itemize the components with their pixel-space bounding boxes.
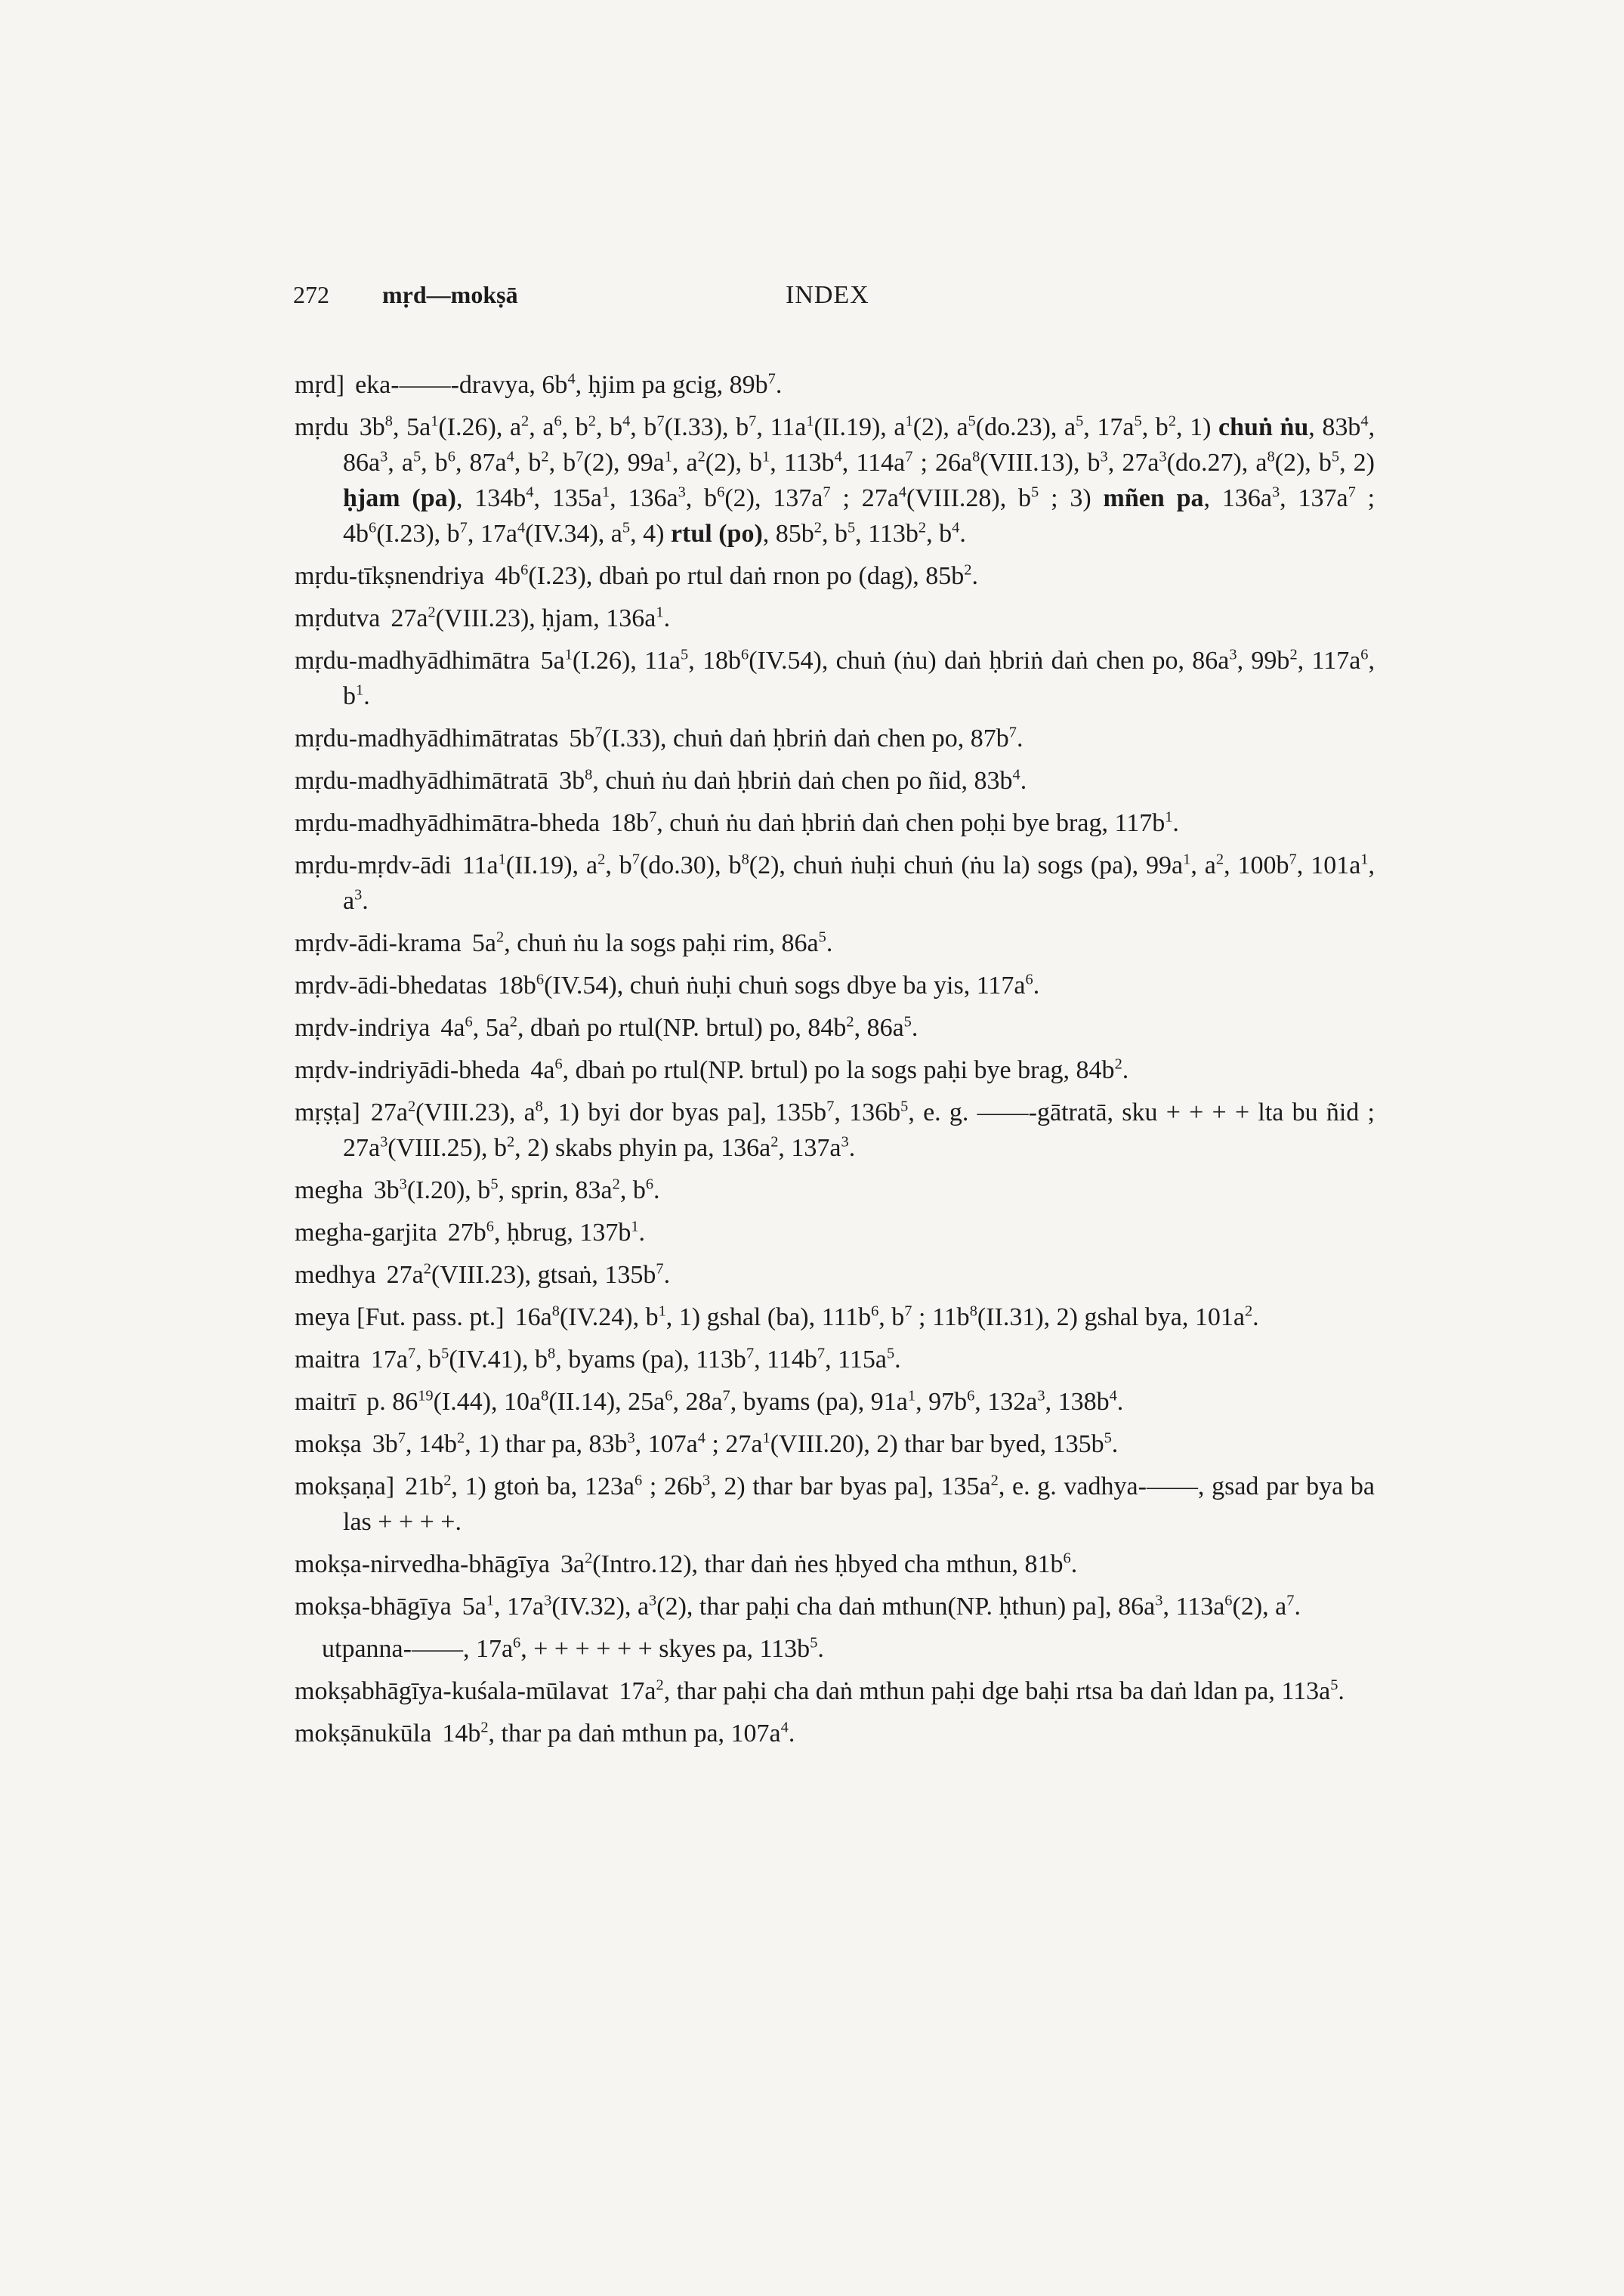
- entry-headword: mṛṣṭa]: [295, 1099, 360, 1126]
- entry-text: $4a^6$, dbaṅ po rtul(NP. brtul) po la sogs paḥi bye brag, $84b^2$.: [530, 1055, 1129, 1084]
- index-entry: [295, 763, 1375, 799]
- entry-range: mṛd—mokṣā: [382, 281, 518, 308]
- page-title: INDEX: [786, 281, 869, 309]
- entry-text: $27a^2(VIII.23)$, gtsaṅ, $135b^7$.: [386, 1260, 671, 1289]
- index-entry: [295, 926, 1375, 961]
- index-entries: [295, 367, 1375, 1758]
- entry-text: $3b^7$, $14b^2$, 1) thar pa, $83b^3$, $107a^4$ ; $27a^1(VIII.20)$, 2) thar bar byed, $135b^5$.: [372, 1429, 1119, 1458]
- index-entry: [295, 1384, 1375, 1420]
- entry-text: $17a^2$, thar paḥi cha daṅ mthun paḥi dge baḥi rtsa ba daṅ ldan pa, $113a^5$.: [619, 1676, 1345, 1705]
- entry-text: , $134b^4$, $135a^1$, $136a^3$, $b^6(2)$, $137a^7$ ; $27a^4(VIII.28)$, $b^5$ ; 3): [455, 484, 1104, 512]
- entry-headword: meya [Fut. pass. pt.]: [295, 1303, 505, 1331]
- entry-headword: mṛdu-tīkṣnendriya: [295, 562, 485, 590]
- entry-text: $16a^8(IV.24)$, $b^1$, 1) gshal (ba), $111b^6$, $b^7$ ; $11b^8(II.31)$, 2) gshal bya, $101a^2$.: [514, 1303, 1259, 1331]
- index-entry: [295, 1257, 1375, 1293]
- entry-headword: maitra: [295, 1346, 360, 1374]
- entry-headword: mṛdu: [295, 413, 349, 441]
- entry-headword: mokṣa-bhāgīya: [295, 1593, 452, 1621]
- entry-text: $5b^7(I.33)$, chuṅ daṅ ḥbriṅ daṅ chen po, $87b^7$.: [569, 724, 1023, 752]
- entry-tibetan-bold: ḥjam (pa): [343, 484, 456, 512]
- entry-text: utpanna-——, $17a^6$, + + + + + + skyes pa, $113b^5$.: [322, 1634, 824, 1663]
- entry-text: p. $86^{19}(I.44)$, $10a^8(II.14)$, $25a^6$, $28a^7$, byams (pa), $91a^1$, $97b^6$, $132a^3$, $138b^4$.: [366, 1387, 1124, 1416]
- entry-headword: megha: [295, 1176, 363, 1204]
- entry-headword: mṛdutva: [295, 604, 381, 632]
- entry-tibetan-bold: mñen pa: [1103, 484, 1204, 512]
- entry-text: $5a^1(I.26)$, $11a^5$, $18b^6(IV.54)$, chuṅ (ṅu) daṅ ḥbriṅ daṅ chen po, $86a^3$, $99b^2$, $117a^6$, $b^1$.: [343, 646, 1375, 710]
- index-entry: [295, 1673, 1375, 1709]
- entry-text: $4b^6(I.23)$, dbaṅ po rtul daṅ rnon po (dag), $85b^2$.: [495, 561, 978, 590]
- entry-headword: mṛdu-madhyādhimātratā: [295, 767, 549, 795]
- entry-tibetan-bold: rtul (po): [670, 520, 763, 548]
- entry-text: $5a^1$, $17a^3(IV.32)$, $a^3(2)$, thar paḥi cha daṅ mthun(NP. ḥthun) pa], $86a^3$, $113a^6(2)$, $a^7$.: [462, 1592, 1301, 1621]
- index-entry: [295, 848, 1375, 919]
- entry-text: $27a^2(VIII.23)$, ḥjam, $136a^1$.: [391, 604, 671, 632]
- entry-headword: mṛdv-ādi-krama: [295, 929, 462, 957]
- entry-headword: mokṣabhāgīya-kuśala-mūlavat: [295, 1677, 609, 1705]
- index-entry: [295, 805, 1375, 841]
- index-entry: [295, 409, 1375, 552]
- entry-text: $4a^6$, $5a^2$, dbaṅ po rtul(NP. brtul) po, $84b^2$, $86a^5$.: [440, 1013, 919, 1042]
- index-entry: [295, 1010, 1375, 1046]
- entry-text: $5a^2$, chuṅ ṅu la sogs paḥi rim, $86a^5$.: [471, 929, 833, 957]
- entry-headword: mokṣa-nirvedha-bhāgīya: [295, 1550, 550, 1578]
- entry-headword: mṛdv-indriya: [295, 1014, 431, 1042]
- entry-text: $3a^2(Intro.12)$, thar daṅ ṅes ḥbyed cha mthun, $81b^6$.: [560, 1550, 1078, 1578]
- page-number: 272: [293, 281, 329, 308]
- entry-headword: mṛd]: [295, 371, 345, 399]
- running-header: [293, 281, 1428, 320]
- index-entry: [295, 558, 1375, 594]
- entry-text: , $85b^2$, $b^5$, $113b^2$, $b^4$.: [762, 519, 966, 548]
- entry-headword: mṛdu-madhyādhimātra: [295, 647, 530, 675]
- entry-text: $17a^7$, $b^5(IV.41)$, $b^8$, byams (pa), $113b^7$, $114b^7$, $115a^5$.: [370, 1345, 901, 1374]
- index-entry: [295, 1052, 1375, 1088]
- index-entry: [295, 1342, 1375, 1377]
- entry-tibetan-bold: chuṅ ṅu: [1218, 413, 1309, 441]
- entry-headword: mokṣānukūla: [295, 1720, 432, 1747]
- entry-headword: mṛdu-mṛdv-ādi: [295, 851, 452, 879]
- index-entry: [295, 601, 1375, 636]
- index-entry: [295, 721, 1375, 756]
- index-entry: [295, 968, 1375, 1003]
- entry-headword: mṛdv-indriyādi-bheda: [295, 1056, 520, 1084]
- entry-text: $18b^7$, chuṅ ṅu daṅ ḥbriṅ daṅ chen poḥi bye brag, $117b^1$.: [610, 808, 1179, 837]
- index-entry: [295, 1716, 1375, 1751]
- entry-headword: mokṣaṇa]: [295, 1472, 395, 1500]
- index-entry: [295, 367, 1375, 403]
- index-entry: [295, 1547, 1375, 1582]
- entry-headword: mokṣa: [295, 1430, 362, 1458]
- entry-text: $27a^2(VIII.23)$, $a^8$, 1) byi dor byas pa], $135b^7$, $136b^5$, e. g. ——-gātratā, sku + + + + lta bu ñid ; $27a^3(VIII.25)$, $b^2$, 2) skabs phyin pa, $136a^2$, $137a^3$.: [343, 1098, 1375, 1162]
- index-entry: [295, 643, 1375, 714]
- entry-text: $14b^2$, thar pa daṅ mthun pa, $107a^4$.: [442, 1719, 795, 1747]
- entry-headword: medhya: [295, 1261, 376, 1289]
- entry-headword: megha-garjita: [295, 1219, 437, 1247]
- index-entry: [295, 1095, 1375, 1166]
- entry-headword: maitrī: [295, 1388, 357, 1416]
- entry-text: $18b^6(IV.54)$, chuṅ ṅuḥi chuṅ sogs dbye ba yis, $117a^6$.: [497, 971, 1040, 1000]
- index-entry: [295, 1426, 1375, 1462]
- entry-text: $3b^8$, $5a^1(I.26)$, $a^2$, $a^6$, $b^2$, $b^4$, $b^7(I.33)$, $b^7$, $11a^1(II.19)$, $a^1(2)$, $a^5(do.23)$, $a^5$, $17a^5$, $b^2$, 1): [359, 413, 1219, 441]
- entry-text: , $136a^3$, $137a^7$ ; $4b^6(I.23)$, $b^7$, $17a^4(IV.34)$, $a^5$, 4): [343, 484, 1375, 548]
- entry-headword: mṛdv-ādi-bhedatas: [295, 972, 487, 1000]
- entry-headword: mṛdu-madhyādhimātra-bheda: [295, 809, 601, 837]
- entry-headword: mṛdu-madhyādhimātratas: [295, 725, 559, 752]
- entry-text: $27b^6$, ḥbrug, $137b^1$.: [447, 1218, 646, 1247]
- entry-text: $11a^1(II.19)$, $a^2$, $b^7(do.30)$, $b^8(2)$, chuṅ ṅuḥi chuṅ (ṅu la) sogs (pa), $99a^1$, $a^2$, $100b^7$, $101a^1$, $a^3$.: [343, 851, 1375, 915]
- index-entry: [295, 1173, 1375, 1208]
- entry-text: $3b^3(I.20)$, $b^5$, sprin, $83a^2$, $b^6$.: [373, 1176, 660, 1204]
- entry-text: eka-——-dravya, $6b^4$, ḥjim pa gcig, $89b^7$.: [355, 370, 783, 399]
- index-entry: [295, 1215, 1375, 1250]
- entry-text: , $83b^4$, $86a^3$, $a^5$, $b^6$, $87a^4$, $b^2$, $b^7(2)$, $99a^1$, $a^2(2)$, $b^1$, $113b^4$, $114a^7$ ; $26a^8(VIII.13)$, $b^3$, $27a^3(do.27)$, $a^8(2)$, $b^5$, 2): [343, 413, 1375, 477]
- index-entry: [295, 1589, 1375, 1624]
- index-subentry: [322, 1631, 1375, 1667]
- entry-text: $3b^8$, chuṅ ṅu daṅ ḥbriṅ daṅ chen po ñid, $83b^4$.: [559, 766, 1027, 795]
- index-entry: [295, 1299, 1375, 1335]
- index-entry: [295, 1469, 1375, 1540]
- entry-text: $21b^2$, 1) gtoṅ ba, $123a^6$ ; $26b^3$, 2) thar bar byas pa], $135a^2$, e. g. vadhya-——, gsad par bya ba las + + + +.: [343, 1472, 1375, 1536]
